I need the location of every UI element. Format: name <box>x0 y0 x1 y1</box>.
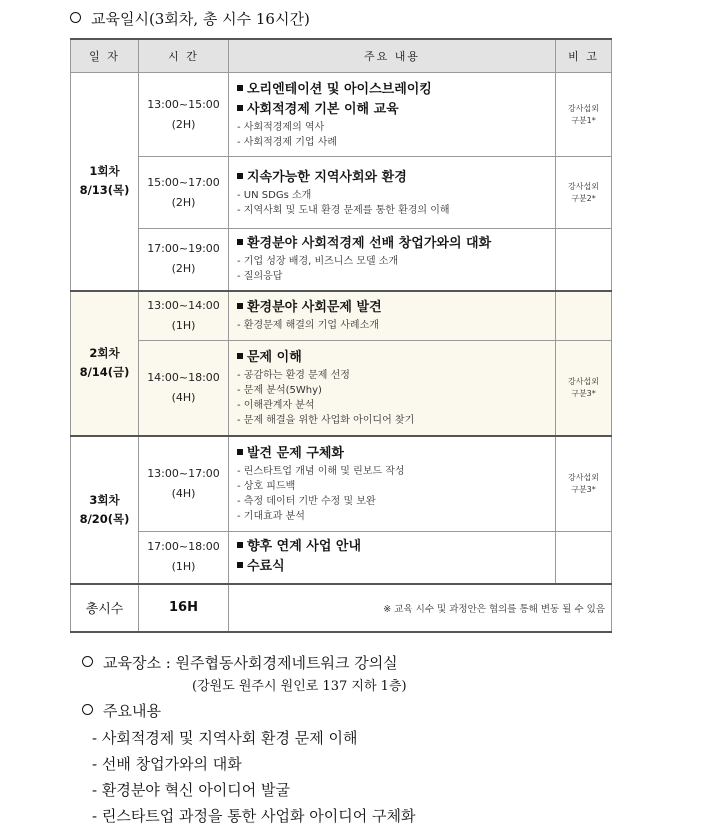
session-title-text: 사회적경제 기본 이해 교육 <box>247 101 399 117</box>
circle-bullet-icon <box>70 12 81 23</box>
session-title <box>237 234 555 254</box>
session-day: 2회차 <box>89 346 120 360</box>
session-content-cell <box>229 157 556 229</box>
session-time: 14:00~18:00 <box>147 370 220 384</box>
square-bullet-icon <box>237 105 243 111</box>
column-header-time: 시 간 <box>139 39 229 73</box>
column-header-date: 일 자 <box>71 39 139 73</box>
session-hours: (4H) <box>171 486 196 500</box>
session-note-line: 강사섭외 <box>568 376 599 386</box>
session-time-cell <box>139 341 229 436</box>
square-bullet-icon <box>237 449 243 455</box>
session-item: - 린스타트업 개념 이해 및 린보드 작성 <box>237 465 405 477</box>
schedule-row <box>71 157 612 229</box>
session-item: - 상호 피드백 <box>237 480 296 492</box>
session-note-cell <box>556 341 612 436</box>
session-title <box>237 348 555 368</box>
total-row <box>71 584 612 632</box>
session-content-cell <box>229 532 556 584</box>
session-title-text: 환경분야 사회문제 발견 <box>247 300 382 316</box>
session-note-line: 구분3* <box>571 388 596 398</box>
session-date: 8/20(목) <box>79 511 130 526</box>
session-title-text: 수료식 <box>247 559 285 575</box>
session-time-cell <box>139 291 229 341</box>
square-bullet-icon <box>237 303 243 309</box>
session-item: - 문제 해결을 위한 사업화 아이디어 찾기 <box>237 414 415 426</box>
session-note-cell <box>556 229 612 291</box>
session-note-line: 구분2* <box>571 193 596 203</box>
session-hours: (2H) <box>171 195 196 209</box>
session-item: - 기대효과 분석 <box>237 510 305 522</box>
session-note-cell <box>556 532 612 584</box>
session-item: - 측정 데이터 기반 수정 및 보완 <box>237 495 376 507</box>
schedule-row <box>71 532 612 584</box>
schedule-row <box>71 73 612 157</box>
session-title <box>237 80 555 100</box>
session-content-cell <box>229 291 556 341</box>
square-bullet-icon <box>237 562 243 568</box>
session-time: 17:00~18:00 <box>147 540 220 554</box>
session-time-cell <box>139 73 229 157</box>
session-time: 13:00~14:00 <box>147 298 220 312</box>
session-time-cell <box>139 157 229 229</box>
session-hours: (1H) <box>171 560 196 574</box>
session-note-line: 구분1* <box>571 115 596 125</box>
circle-bullet-icon <box>82 704 93 715</box>
session-item: - 지역사회 및 도내 환경 문제를 통한 환경의 이해 <box>237 204 450 216</box>
session-item: - 질의응답 <box>237 271 283 283</box>
schedule-heading-text: 교육일시(3회차, 총 시수 16시간) <box>91 10 310 28</box>
session-day-cell <box>71 73 139 291</box>
session-title-text: 문제 이해 <box>247 349 302 365</box>
session-note-cell <box>556 436 612 532</box>
total-value: 16H <box>139 584 229 632</box>
session-content-cell <box>229 436 556 532</box>
place-heading-text: 교육장소 : 원주협동사회경제네트워크 강의실 <box>103 654 398 672</box>
session-title <box>237 444 555 464</box>
session-item: - 기업 성장 배경, 비즈니스 모델 소개 <box>237 256 399 268</box>
session-note-cell <box>556 157 612 229</box>
column-header-content: 주요 내용 <box>229 39 556 73</box>
session-item: - 공감하는 환경 문제 선정 <box>237 369 350 381</box>
session-note-line: 강사섭외 <box>568 103 599 113</box>
session-item: - UN SDGs 소개 <box>237 189 312 201</box>
square-bullet-icon <box>237 239 243 245</box>
session-title-text: 발견 문제 구체화 <box>247 445 344 461</box>
main-content-heading <box>82 700 161 721</box>
place-heading <box>82 652 398 673</box>
session-item: - 이해관계자 분석 <box>237 399 315 411</box>
session-time-cell <box>139 532 229 584</box>
main-content-item: - 린스타트업 과정을 통한 사업화 아이디어 구체화 <box>92 807 416 825</box>
session-day: 3회차 <box>89 492 120 507</box>
schedule-row <box>71 436 612 532</box>
session-time: 15:00~17:00 <box>147 175 220 189</box>
session-date: 8/14(금) <box>79 365 130 379</box>
main-content-item: - 사회적경제 및 지역사회 환경 문제 이해 <box>92 729 358 747</box>
session-title <box>237 557 555 577</box>
schedule-row <box>71 341 612 436</box>
session-title-text: 지속가능한 지역사회와 환경 <box>247 169 407 185</box>
square-bullet-icon <box>237 353 243 359</box>
session-time: 17:00~19:00 <box>147 242 220 256</box>
session-hours: (1H) <box>171 318 196 332</box>
schedule-heading <box>70 8 310 29</box>
session-note-line: 구분3* <box>571 484 596 494</box>
square-bullet-icon <box>237 173 243 179</box>
session-note-line: 강사섭외 <box>568 181 599 191</box>
session-title-text: 오리엔테이션 및 아이스브레이킹 <box>247 81 432 97</box>
square-bullet-icon <box>237 542 243 548</box>
main-content-heading-text: 주요내용 <box>103 702 161 720</box>
schedule-table <box>70 38 612 633</box>
main-content-item: - 환경분야 혁신 아이디어 발굴 <box>92 781 291 799</box>
total-note: ※ 교육 시수 및 과정안은 협의를 통해 변동 될 수 있음 <box>229 584 612 632</box>
session-time: 13:00~17:00 <box>147 466 220 480</box>
table-header-row <box>71 39 612 73</box>
place-detail: (강원도 원주시 원인로 137 지하 1층) <box>192 679 407 694</box>
session-note-cell <box>556 73 612 157</box>
main-content-item: - 선배 창업가와의 대화 <box>92 755 242 773</box>
session-title <box>237 168 555 188</box>
session-time-cell <box>139 229 229 291</box>
session-item: - 사회적경제의 역사 <box>237 121 325 133</box>
session-content-cell <box>229 341 556 436</box>
session-hours: (2H) <box>171 262 196 276</box>
schedule-row <box>71 291 612 341</box>
session-hours: (2H) <box>171 117 196 131</box>
session-day-cell <box>71 291 139 436</box>
session-time: 13:00~15:00 <box>147 97 220 111</box>
session-day: 1회차 <box>89 164 120 179</box>
session-title <box>237 298 555 318</box>
column-header-note: 비 고 <box>556 39 612 73</box>
square-bullet-icon <box>237 85 243 91</box>
schedule-row <box>71 229 612 291</box>
session-item: - 문제 분석(5Why) <box>237 384 322 396</box>
session-title <box>237 537 555 557</box>
session-title-text: 환경분야 사회적경제 선배 창업가와의 대화 <box>247 236 492 252</box>
session-note-cell <box>556 291 612 341</box>
session-time-cell <box>139 436 229 532</box>
session-hours: (4H) <box>171 390 196 404</box>
session-content-cell <box>229 73 556 157</box>
session-note-line: 강사섭외 <box>568 472 599 482</box>
session-day-cell <box>71 436 139 584</box>
circle-bullet-icon <box>82 656 93 667</box>
total-label: 총시수 <box>71 584 139 632</box>
session-content-cell <box>229 229 556 291</box>
session-item: - 사회적경제 기업 사례 <box>237 136 338 148</box>
session-title-text: 향후 연계 사업 안내 <box>247 539 362 555</box>
session-item: - 환경문제 해결의 기업 사례소개 <box>237 320 379 332</box>
session-title <box>237 100 555 120</box>
session-date: 8/13(목) <box>79 183 130 198</box>
